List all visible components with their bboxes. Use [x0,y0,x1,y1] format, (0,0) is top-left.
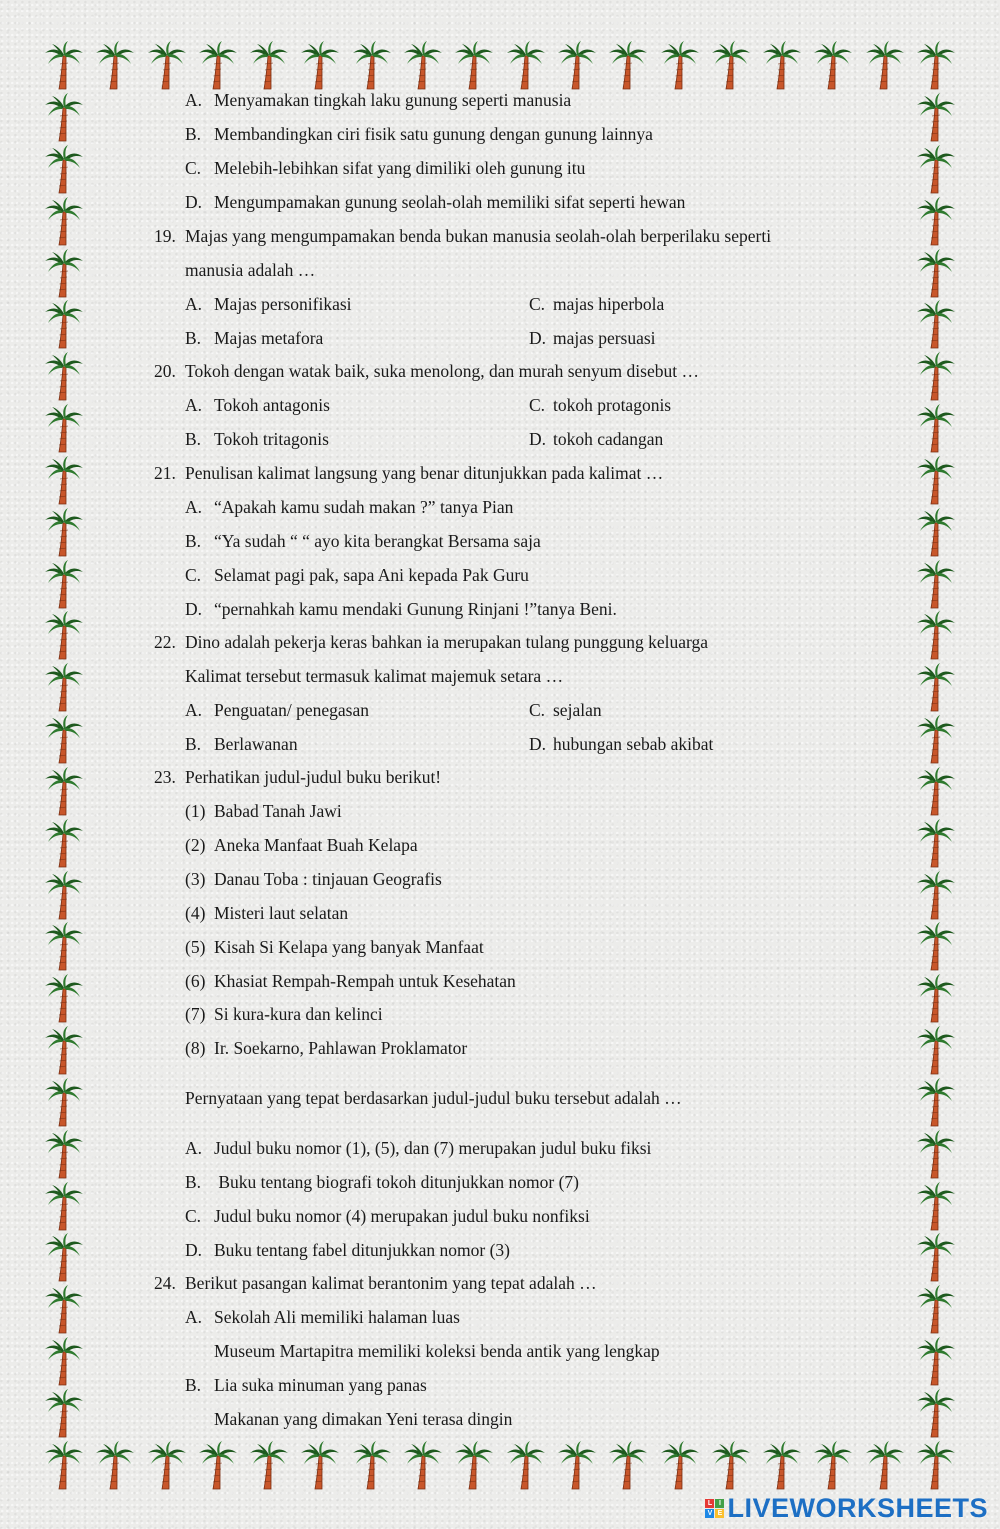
live-badge-icon: L I V E [705,1499,724,1518]
brand-name: LIVEWORKSHEETS [727,1492,988,1523]
q22-question-cont: Kalimat tersebut termasuk kalimat majemuk setara … [185,666,564,686]
q24-option-b-line2: Makanan yang dimakan Yeni terasa dingin [214,1409,513,1429]
worksheet-page: A. Menyamakan tingkah laku gunung seperti manusia B. Membandingkan ciri fisik satu gunung dengan gunung lainnya C. Melebih-lebihkan sifat yang dimiliki oleh gunung itu D. Mengumpamakan gunung seolah-olah memiliki sifat seperti hewan 19. Majas yang mengumpamakan benda bukan manusia seolah-olah berperilaku seperti manusia adalah … A. Majas personifikasi C. majas hiperbola B. Majas metafora D. majas persuasi 20. Tokoh dengan watak baik, suka menolong, dan murah senyum disebut … A. Tokoh antagonis C. tokoh protagonis B. Tokoh tritagonis D. tokoh cadangan 21. Penulisan kalimat langsung yang benar ditunjukkan pada kalimat … A. “Apakah kamu sudah makan ?” tanya Pian B. “Ya sudah “ “ ayo kita berangkat Bersama saja C. Selamat pagi pak, sapa Ani kepada Pak Guru D. “pernahkah kamu mendaki Gunung Rinjani !”tanya Beni. 22. Dino adalah pekerja keras bahkan ia merupakan tulang punggung keluarga Kalimat tersebut termasuk kalimat majemuk setara … A. Penguatan/ penegasan C. sejalan B. Berlawanan D. hubungan sebab akibat 23. Perhatikan judul-judul buku berikut! (1) Babad Tanah Jawi (2) Aneka Manfaat Buah Kelapa (3) Danau Toba : tinjauan Geografis (4) Misteri laut selatan (5) Kisah Si Kelapa yang banyak Manfaat (6) Khasiat Rempah-Rempah untuk Kesehatan (7) Si kura-kura dan kelinci (8) Ir. Soekarno, Pahlawan Proklamator Pernyataan yang tepat berdasarkan judul-judul buku tersebut adalah … A. Judul buku nomor (1), (5), dan (7) merupakan judul buku fiksi B. Buku tentang biografi tokoh ditunjukkan nomor (7) C. Judul buku nomor (4) merupakan judul buku nonfiksi D. Buku tentang fabel ditunjukkan nomor (3) 24. Berikut pasangan kalimat berantonim yang tepat adalah … A. Sekolah Ali memiliki halaman luas Museum Martapitra memiliki koleksi benda antik yang lengkap B. Lia suka minuman yang panas Makanan yang dimakan Yeni terasa dingin [154,90,772,1429]
q24-option-a-line2: Museum Martapitra memiliki koleksi benda antik yang lengkap [214,1341,660,1361]
liveworksheets-logo[interactable] [705,1491,988,1525]
q23-statement: Pernyataan yang tepat berdasarkan judul-judul buku tersebut adalah … [185,1088,682,1108]
q19-question-cont: manusia adalah … [185,260,316,280]
